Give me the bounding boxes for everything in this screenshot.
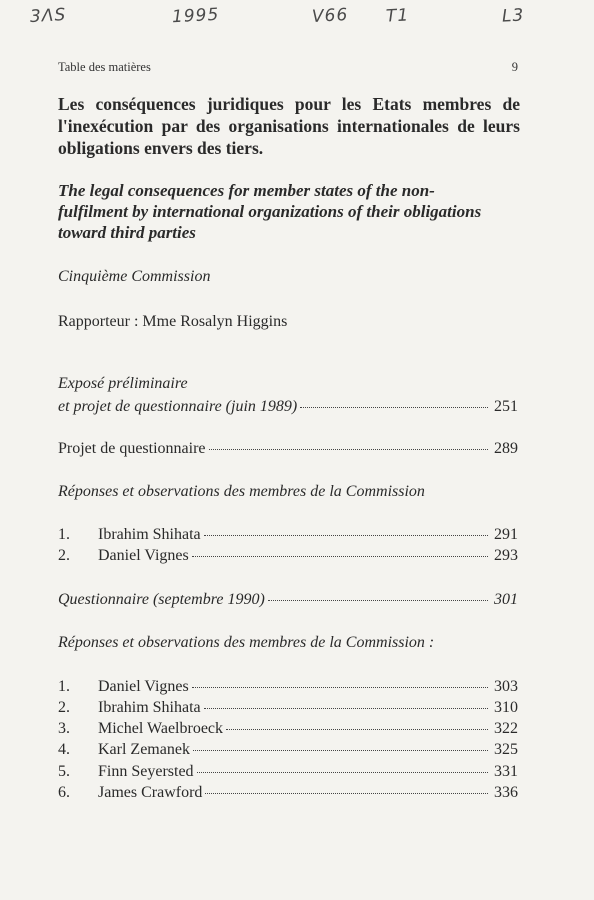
entry-number: 2.	[58, 547, 70, 564]
entry-page: 303	[494, 678, 518, 695]
entry-name: Ibrahim Shihata	[98, 526, 201, 543]
expose-line2: et projet de questionnaire (juin 1989)	[58, 398, 298, 415]
toc-entry[interactable]	[58, 526, 518, 544]
entry-page: 325	[494, 741, 518, 758]
leader-dots	[226, 729, 488, 730]
entry-number: 6.	[58, 784, 70, 801]
toc-entry[interactable]	[58, 699, 518, 717]
entry-number: 2.	[58, 699, 70, 716]
entry-name: Michel Waelbroeck	[98, 720, 224, 737]
responses1-heading: Réponses et observations des membres de la Commission	[58, 483, 425, 500]
entry-number: 1.	[58, 526, 70, 543]
entry-number: 5.	[58, 763, 70, 780]
page-number: 9	[511, 60, 518, 74]
toc-entry[interactable]	[58, 547, 518, 565]
toc-entry[interactable]	[58, 784, 518, 802]
entry-label: Projet de questionnaire	[58, 440, 206, 457]
entry-number: 3.	[58, 720, 70, 737]
title-english: The legal consequences for member states of the non-fulfilment by international organizations of their obligations toward third parties	[58, 181, 482, 242]
handwritten-mark-e: L3	[501, 5, 525, 27]
title-french: Les conséquences juridiques pour les Etats membres de l'inexécution par des organisations internationales de leurs obligations envers des tiers.	[58, 94, 520, 158]
rapporteur-line: Rapporteur : Mme Rosalyn Higgins	[58, 313, 288, 330]
handwritten-mark-c: V66	[311, 5, 349, 27]
leader-dots	[192, 556, 488, 557]
entry-page: 301	[494, 591, 518, 608]
toc-entry[interactable]	[58, 763, 518, 781]
handwritten-mark-a: 3ΛS	[29, 5, 67, 27]
toc-entry-expose[interactable]	[58, 398, 518, 416]
entry-number: 1.	[58, 678, 70, 695]
entry-page: 289	[494, 440, 518, 457]
entry-name: Ibrahim Shihata	[98, 699, 201, 716]
entry-name: Karl Zemanek	[98, 741, 190, 758]
entry-page: 331	[494, 763, 518, 780]
entry-page: 336	[494, 784, 518, 801]
entry-page: 293	[494, 547, 518, 564]
entry-name: James Crawford	[98, 784, 203, 801]
leader-dots	[192, 687, 488, 688]
commission-label: Cinquième Commission	[58, 268, 211, 285]
toc-entry-questionnaire[interactable]	[58, 591, 518, 609]
entry-page: 251	[494, 398, 518, 415]
leader-dots	[205, 793, 488, 794]
leader-dots	[268, 600, 488, 601]
entry-name: Daniel Vignes	[98, 678, 189, 695]
leader-dots	[209, 449, 488, 450]
handwritten-mark-b: 1995	[171, 4, 220, 28]
running-title: Table des matières	[58, 60, 151, 74]
entry-page: 310	[494, 699, 518, 716]
leader-dots	[204, 535, 488, 536]
entry-page: 322	[494, 720, 518, 737]
responses2-heading: Réponses et observations des membres de la Commission :	[58, 634, 435, 651]
entry-number: 4.	[58, 741, 70, 758]
toc-entry[interactable]	[58, 678, 518, 696]
leader-dots	[193, 750, 488, 751]
toc-entry[interactable]	[58, 720, 518, 738]
entry-page: 291	[494, 526, 518, 543]
leader-dots	[204, 708, 488, 709]
leader-dots	[300, 407, 488, 408]
entry-name: Finn Seyersted	[98, 763, 194, 780]
leader-dots	[197, 772, 488, 773]
expose-line1: Exposé préliminaire	[58, 375, 188, 392]
entry-label: Questionnaire (septembre 1990)	[58, 591, 265, 608]
running-header	[58, 60, 518, 75]
toc-entry[interactable]	[58, 741, 518, 759]
toc-entry-projet[interactable]	[58, 440, 518, 458]
entry-name: Daniel Vignes	[98, 547, 189, 564]
handwritten-mark-d: T1	[385, 5, 410, 27]
